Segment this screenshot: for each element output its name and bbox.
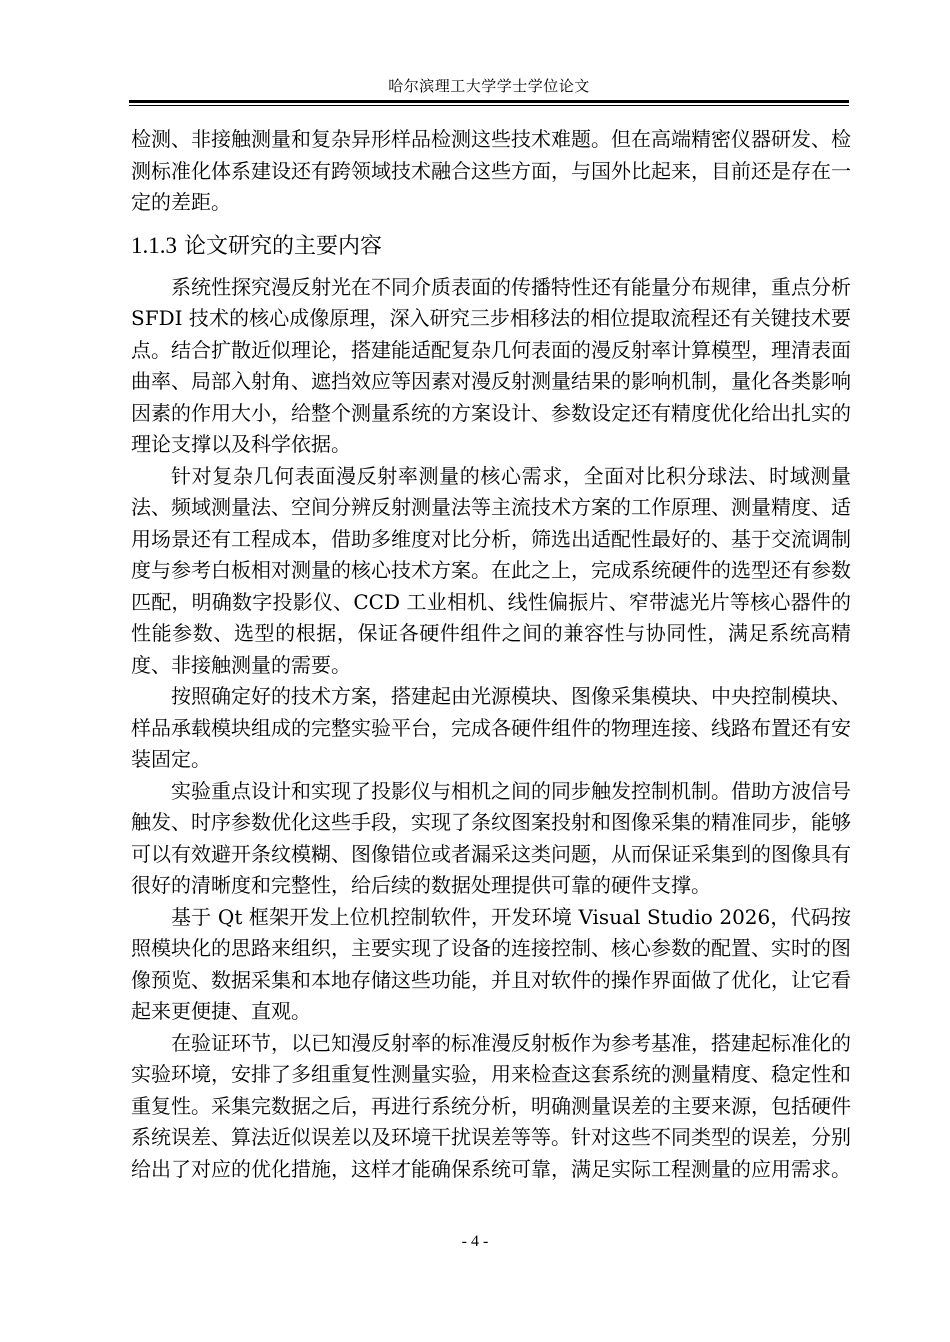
- paragraph: 按照确定好的技术方案，搭建起由光源模块、图像采集模块、中央控制模块、样品承载模块组成的完整实验平台，完成各硬件组件的物理连接、线路布置还有安装固定。: [131, 684, 851, 771]
- paragraph: 在验证环节，以已知漫反射率的标准漫反射板作为参考基准，搭建起标准化的实验环境，安排了多组重复性测量实验，用来检查这套系统的测量精度、稳定性和重复性。采集完数据之后，再进行系统分析，明确测量误差的主要来源，包括硬件系统误差、算法近似误差以及环境干扰误差等等。针对这些不同类型的误差，分别给出了对应的优化措施，这样才能确保系统可靠，满足实际工程测量的应用需求。: [131, 1030, 851, 1181]
- continuation-paragraph: 检测、非接触测量和复杂异形样品检测这些技术难题。但在高端精密仪器研发、检测标准化体系建设还有跨领域技术融合这些方面，与国外比起来，目前还是存在一定的差距。: [131, 127, 851, 214]
- body-text: [131, 124, 851, 1185]
- section-title: 论文研究的主要内容: [184, 233, 383, 259]
- section-number: 1.1.3: [131, 232, 177, 258]
- paragraph: 针对复杂几何表面漫反射率测量的核心需求，全面对比积分球法、时域测量法、频域测量法、空间分辨反射测量法等主流技术方案的工作原理、测量精度、适用场景还有工程成本，借助多维度对比分析，筛选出适配性最好的、基于交流调制度与参考白板相对测量的核心技术方案。在此之上，完成系统硬件的选型还有参数匹配，明确数字投影仪、CCD 工业相机、线性偏振片、窄带滤光片等核心器件的性能参数、选型的根据，保证各硬件组件之间的兼容性与协同性，满足系统高精度、非接触测量的需要。: [131, 463, 851, 677]
- paragraph: 系统性探究漫反射光在不同介质表面的传播特性还有能量分布规律，重点分析 SFDI 技术的核心成像原理，深入研究三步相移法的相位提取流程还有关键技术要点。结合扩散近似理论，搭建能适配复杂几何表面的漫反射率计算模型，理清表面曲率、局部入射角、遮挡效应等因素对漫反射测量结果的影响机制，量化各类影响因素的作用大小，给整个测量系统的方案设计、参数设定还有精度优化给出扎实的理论支撑以及科学依据。: [131, 274, 851, 456]
- header-rule-thin: [129, 105, 849, 106]
- paragraph: 基于 Qt 框架开发上位机控制软件，开发环境 Visual Studio 2026，代码按照模块化的思路来组织，主要实现了设备的连接控制、核心参数的配置、实时的图像预览、数据采集和本地存储这些功能，并且对软件的操作界面做了优化，让它看起来更便捷、直观。: [131, 904, 851, 1023]
- paragraph: 实验重点设计和实现了投影仪与相机之间的同步触发控制机制。借助方波信号触发、时序参数优化这些手段，实现了条纹图案投射和图像采集的精准同步，能够可以有效避开条纹模糊、图像错位或者漏采这类问题，从而保证采集到的图像具有很好的清晰度和完整性，给后续的数据处理提供可靠的硬件支撑。: [131, 778, 851, 897]
- section-heading: [131, 229, 851, 264]
- page-number: - 4 -: [461, 1233, 489, 1250]
- running-header: 哈尔滨理工大学学士学位论文: [388, 77, 590, 95]
- header-rule-thick: [129, 100, 849, 103]
